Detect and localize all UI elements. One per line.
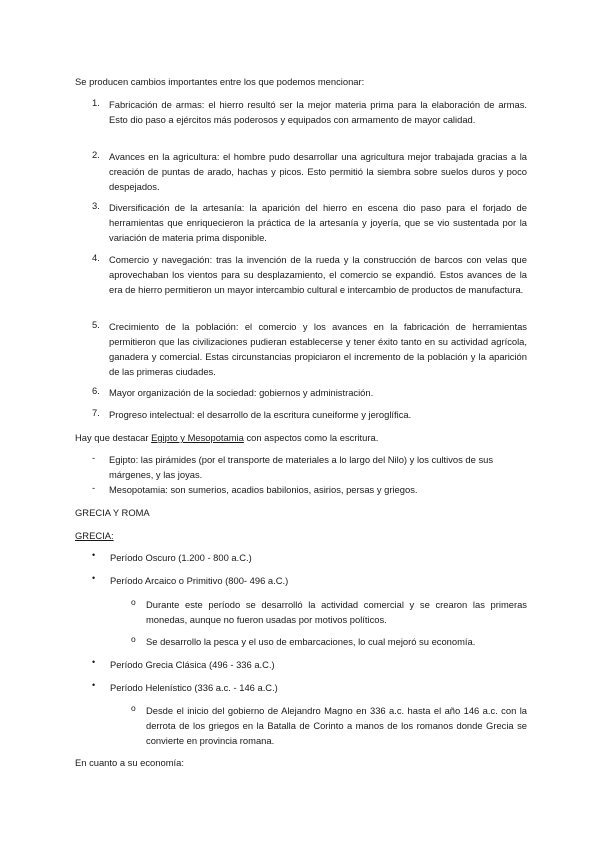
item-text: Crecimiento de la población: el comercio y los avances en la fabricación de herramientas permitieron que las civilizaciones pudieran establecerse y tener éxito tanto en su actividad agrícola, ganadera y comercial. Estas circunstancias propiciaron el incremento de la población y la aparición de las primeras ciudades. [109,321,527,377]
bullet-marker: • [92,550,96,560]
period-text: Período Arcaico o Primitivo (800- 496 a.C.) [110,575,289,586]
bullet-marker: • [92,657,96,667]
item-number: 7. [92,407,100,418]
dash-marker: - [92,482,96,493]
item-text: Comercio y navegación: tras la invención de la rueda y la construcción de barcos con velas que aprovechaban los vientos para su desplazamiento, el comercio se expandió. Estos avances de la era de hierro permitieron un mayor intercambio cultural e intercambio de productos de manufactura. [109,254,527,295]
dash-text: Mesopotamia: son sumerios, acadios babilonios, asirios, persas y griegos. [109,484,418,495]
dash-text: Egipto: las pirámides (por el transporte de materiales a lo largo del Nilo) y los cultivos de sus márgenes, y las joyas. [109,454,494,480]
bullet-marker: • [92,680,96,690]
highlight-underlined: Egipto y Mesopotamia [151,432,244,443]
highlight-before: Hay que destacar [75,432,152,443]
bullet-marker: • [92,573,96,583]
heading-grecia: GRECIA: [75,530,114,541]
closing-paragraph: En cuanto a su economía: [75,757,184,768]
item-number: 2. [92,149,100,160]
item-text: Fabricación de armas: el hierro resultó ser la mejor materia prima para la elaboración de armas. Esto dio paso a ejércitos más poderosos y equipados con armamento de mayor calidad. [109,99,527,125]
item-number: 5. [92,319,100,330]
intro-paragraph: Se producen cambios importantes entre los que podemos mencionar: [75,76,365,87]
period-text: Período Helenístico (336 a.c. - 146 a.C.) [110,682,278,693]
heading-grecia-y-roma: GRECIA Y ROMA [75,507,150,518]
item-number: 3. [92,200,100,211]
item-number: 6. [92,385,100,396]
sub-marker: o [131,703,136,713]
sub-text: Durante este período se desarrolló la actividad comercial y se crearon las primeras monedas, aunque no fueron usadas por motivos políticos. [146,599,527,625]
period-text: Período Oscuro (1.200 - 800 a.C.) [110,552,252,563]
item-text: Mayor organización de la sociedad: gobiernos y administración. [109,387,374,398]
item-number: 1. [92,97,100,108]
sub-marker: o [131,597,136,607]
highlight-after: con aspectos como la escritura. [243,432,379,443]
sub-text: Se desarrollo la pesca y el uso de embarcaciones, lo cual mejoró su economía. [146,636,476,647]
highlight-paragraph [75,430,527,445]
sub-marker: o [131,634,136,644]
item-number: 4. [92,252,100,263]
item-text: Diversificación de la artesanía: la aparición del hierro en escena dio paso para el forjado de herramientas que enriquecieron la práctica de la artesanía y joyería, que se vio sustentada por la variación de materia prima disponible. [109,202,527,243]
dash-marker: - [92,452,96,463]
period-text: Período Grecia Clásica (496 - 336 a.C.) [110,659,275,670]
item-text: Avances en la agricultura: el hombre pudo desarrollar una agricultura mejor trabajada gracias a la creación de puntas de arado, hachas y picos. Esto permitió la siembra sobre suelos duros y poco despejados. [109,151,527,192]
item-text: Progreso intelectual: el desarrollo de la escritura cuneiforme y jeroglífica. [109,409,412,420]
sub-text: Desde el inicio del gobierno de Alejandro Magno en 336 a.c. hasta el año 146 a.c. con la derrota de los griegos en la Batalla de Corinto a manos de los romanos donde Grecia se convierte en provincia romana. [146,705,527,746]
